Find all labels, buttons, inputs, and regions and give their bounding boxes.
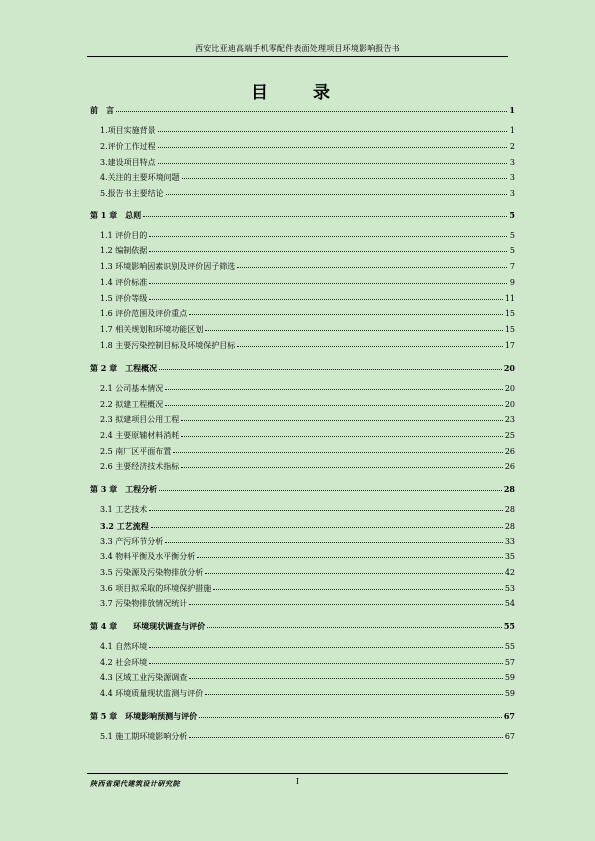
toc-entry-label: 1.3 环境影响因素识别及评价因子筛选 bbox=[100, 262, 236, 271]
toc-entry-label: 2.2 拟建工程概况 bbox=[100, 400, 164, 409]
toc-entry-label: 1.5 评价等级 bbox=[100, 294, 148, 303]
toc-entry-label: 3.1 工艺技术 bbox=[100, 505, 148, 514]
toc-dot-leader bbox=[189, 677, 503, 679]
toc-entry-label: 1.7 相关规划和环境功能区划 bbox=[100, 325, 204, 334]
toc-chapter-entry[interactable] bbox=[90, 104, 515, 116]
toc-page-number: 26 bbox=[504, 447, 515, 456]
toc-entry-label: 2.1 公司基本情况 bbox=[100, 384, 164, 393]
toc-page-number: 35 bbox=[504, 552, 515, 561]
footer-page-number: I bbox=[295, 777, 300, 786]
toc-chapter-entry[interactable] bbox=[90, 620, 515, 632]
toc-section-entry[interactable] bbox=[100, 340, 515, 352]
toc-dot-leader bbox=[158, 146, 507, 148]
toc-dot-leader bbox=[181, 419, 503, 421]
toc-entry-label: 1.项目实施背景 bbox=[100, 126, 156, 135]
footer-organization: 陕西省现代建筑设计研究院 bbox=[90, 779, 180, 788]
toc-entry-label: 2.5 南厂区平面布置 bbox=[100, 447, 172, 456]
toc-entry-label: 3.5 污染源及污染物排放分析 bbox=[100, 568, 204, 577]
toc-entry-label: 4.2 社会环境 bbox=[100, 658, 148, 667]
toc-page-number: 59 bbox=[504, 673, 515, 682]
toc-page-number: 7 bbox=[509, 262, 515, 271]
toc-dot-leader bbox=[158, 162, 507, 164]
toc-dot-leader bbox=[213, 588, 503, 590]
toc-page-number: 57 bbox=[504, 658, 515, 667]
toc-page-number: 55 bbox=[504, 642, 515, 651]
toc-chapter-entry[interactable] bbox=[90, 362, 515, 374]
toc-entry-label: 4.1 自然环境 bbox=[100, 642, 148, 651]
toc-section-entry[interactable] bbox=[100, 245, 515, 257]
toc-page-number: 11 bbox=[504, 294, 515, 303]
toc-dot-leader bbox=[149, 282, 507, 284]
toc-entry-label: 3.4 物料平衡及水平衡分析 bbox=[100, 552, 196, 561]
toc-dot-leader bbox=[205, 329, 503, 331]
toc-entry-label: 第 5 章 环境影响预测与评价 bbox=[90, 711, 198, 721]
toc-entry-label: 4.关注的主要环境问题 bbox=[100, 173, 180, 182]
toc-chapter-entry[interactable] bbox=[90, 209, 515, 221]
toc-entry-label: 3.6 项目拟采取的环境保护措施 bbox=[100, 584, 212, 593]
toc-entry-label: 4.4 环境质量现状监测与评价 bbox=[100, 689, 204, 698]
toc-page-number: 20 bbox=[504, 400, 515, 409]
toc-chapter-entry[interactable] bbox=[90, 710, 515, 722]
toc-dot-leader bbox=[189, 736, 503, 738]
toc-section-entry[interactable] bbox=[100, 672, 515, 684]
toc-section-entry[interactable] bbox=[100, 641, 515, 653]
toc-dot-leader bbox=[166, 193, 507, 195]
toc-section-entry[interactable] bbox=[100, 536, 515, 548]
toc-dot-leader bbox=[151, 526, 503, 528]
toc-section-entry[interactable] bbox=[100, 230, 515, 242]
toc-dot-leader bbox=[173, 451, 503, 453]
toc-page-number: 5 bbox=[509, 210, 515, 220]
toc-dot-leader bbox=[143, 215, 507, 217]
toc-section-entry[interactable] bbox=[100, 430, 515, 442]
toc-section-entry[interactable] bbox=[100, 383, 515, 395]
toc-section-entry[interactable] bbox=[100, 551, 515, 563]
page-title: 目 录 bbox=[251, 83, 344, 103]
toc-entry-label: 3.7 污染物排放情况统计 bbox=[100, 599, 188, 608]
toc-entry-label: 第 2 章 工程概况 bbox=[90, 363, 158, 373]
toc-page-number: 26 bbox=[504, 462, 515, 471]
toc-section-entry[interactable] bbox=[100, 277, 515, 289]
toc-entry-label: 1.2 编制依据 bbox=[100, 246, 148, 255]
toc-dot-leader bbox=[205, 693, 503, 695]
toc-section-entry[interactable] bbox=[100, 293, 515, 305]
toc-dot-leader bbox=[165, 388, 503, 390]
toc-page-number: 23 bbox=[504, 415, 515, 424]
toc-page-number: 28 bbox=[503, 484, 515, 494]
toc-section-entry[interactable] bbox=[100, 324, 515, 336]
toc-dot-leader bbox=[149, 250, 507, 252]
running-header: 西安比亚迪高端手机零配件表面处理项目环境影响报告书 bbox=[195, 44, 400, 53]
toc-page-number: 2 bbox=[509, 142, 515, 151]
toc-page-number: 20 bbox=[504, 384, 515, 393]
toc-entry-label: 5.报告书主要结论 bbox=[100, 189, 164, 198]
toc-dot-leader bbox=[116, 110, 507, 112]
toc-section-entry[interactable] bbox=[100, 567, 515, 579]
toc-page-number: 1 bbox=[509, 126, 515, 135]
toc-entry-label: 2.6 主要经济技术指标 bbox=[100, 462, 180, 471]
toc-entry-label: 1.4 评价标准 bbox=[100, 278, 148, 287]
toc-page-number: 3 bbox=[509, 189, 515, 198]
toc-dot-leader bbox=[182, 177, 507, 179]
toc-page-number: 53 bbox=[504, 584, 515, 593]
toc-entry-label: 1.6 评价范围及评价重点 bbox=[100, 309, 188, 318]
toc-section-entry[interactable] bbox=[100, 414, 515, 426]
toc-section-entry[interactable] bbox=[100, 261, 515, 273]
toc-page-number: 67 bbox=[504, 732, 515, 741]
toc-dot-leader bbox=[149, 235, 507, 237]
toc-entry-label: 1.1 评价目的 bbox=[100, 231, 148, 240]
toc-entry-label: 第 1 章 总则 bbox=[90, 210, 142, 220]
toc-section-entry[interactable] bbox=[100, 520, 515, 532]
toc-entry-label: 3.3 产污环节分析 bbox=[100, 537, 164, 546]
toc-chapter-entry[interactable] bbox=[90, 483, 515, 495]
toc-entry-label: 3.2 工艺流程 bbox=[100, 521, 149, 531]
toc-section-entry[interactable] bbox=[100, 446, 515, 458]
toc-dot-leader bbox=[165, 541, 503, 543]
toc-dot-leader bbox=[159, 489, 502, 491]
toc-section-entry[interactable] bbox=[100, 598, 515, 610]
toc-page-number: 42 bbox=[504, 568, 515, 577]
toc-section-entry[interactable] bbox=[100, 188, 515, 200]
header-divider bbox=[87, 56, 508, 57]
toc-section-entry[interactable] bbox=[100, 399, 515, 411]
toc-section-entry[interactable] bbox=[100, 688, 515, 700]
toc-dot-leader bbox=[149, 646, 503, 648]
toc-dot-leader bbox=[237, 266, 507, 268]
toc-page-number: 28 bbox=[504, 522, 515, 531]
toc-page-number: 5 bbox=[509, 246, 515, 255]
toc-dot-leader bbox=[237, 345, 503, 347]
toc-section-entry[interactable] bbox=[100, 657, 515, 669]
toc-section-entry[interactable] bbox=[100, 141, 515, 153]
toc-dot-leader bbox=[158, 130, 507, 132]
toc-page-number: 1 bbox=[509, 105, 515, 115]
toc-page-number: 59 bbox=[504, 689, 515, 698]
toc-entry-label: 2.4 主要原辅材料消耗 bbox=[100, 431, 180, 440]
toc-entry-label: 5.1 施工期环境影响分析 bbox=[100, 732, 188, 741]
toc-dot-leader bbox=[207, 626, 502, 628]
toc-section-entry[interactable] bbox=[100, 461, 515, 473]
toc-dot-leader bbox=[189, 603, 503, 605]
toc-section-entry[interactable] bbox=[100, 504, 515, 516]
toc-dot-leader bbox=[149, 662, 503, 664]
toc-page-number: 15 bbox=[504, 325, 515, 334]
toc-entry-label: 4.3 区域工业污染源调查 bbox=[100, 673, 188, 682]
toc-dot-leader bbox=[149, 298, 503, 300]
toc-section-entry[interactable] bbox=[100, 172, 515, 184]
toc-page-number: 33 bbox=[504, 537, 515, 546]
toc-page-number: 25 bbox=[504, 431, 515, 440]
toc-dot-leader bbox=[189, 313, 503, 315]
toc-dot-leader bbox=[181, 466, 503, 468]
toc-dot-leader bbox=[199, 716, 502, 718]
toc-page-number: 9 bbox=[509, 278, 515, 287]
toc-dot-leader bbox=[197, 556, 503, 558]
toc-page-number: 15 bbox=[504, 309, 515, 318]
toc-page-number: 67 bbox=[503, 711, 515, 721]
toc-dot-leader bbox=[159, 368, 502, 370]
toc-section-entry[interactable] bbox=[100, 125, 515, 137]
toc-page-number: 3 bbox=[509, 158, 515, 167]
toc-page-number: 3 bbox=[509, 173, 515, 182]
toc-entry-label: 2.评价工作过程 bbox=[100, 142, 156, 151]
toc-page-number: 5 bbox=[509, 231, 515, 240]
toc-dot-leader bbox=[181, 435, 503, 437]
toc-entry-label: 第 4 章 环境现状调查与评价 bbox=[90, 621, 206, 631]
toc-page-number: 55 bbox=[503, 621, 515, 631]
toc-section-entry[interactable] bbox=[100, 308, 515, 320]
toc-section-entry[interactable] bbox=[100, 157, 515, 169]
toc-section-entry[interactable] bbox=[100, 583, 515, 595]
toc-section-entry[interactable] bbox=[100, 731, 515, 743]
toc-entry-label: 第 3 章 工程分析 bbox=[90, 484, 158, 494]
toc-page-number: 17 bbox=[504, 341, 515, 350]
toc-dot-leader bbox=[165, 404, 503, 406]
footer-divider bbox=[87, 773, 508, 774]
toc-page-number: 20 bbox=[503, 363, 515, 373]
toc-entry-label: 1.8 主要污染控制目标及环境保护目标 bbox=[100, 341, 236, 350]
toc-page-number: 28 bbox=[504, 505, 515, 514]
toc-entry-label: 前 言 bbox=[90, 105, 114, 115]
toc-entry-label: 2.3 拟建项目公用工程 bbox=[100, 415, 180, 424]
toc-entry-label: 3.建设项目特点 bbox=[100, 158, 156, 167]
toc-dot-leader bbox=[205, 572, 503, 574]
toc-page-number: 54 bbox=[504, 599, 515, 608]
toc-dot-leader bbox=[149, 509, 503, 511]
